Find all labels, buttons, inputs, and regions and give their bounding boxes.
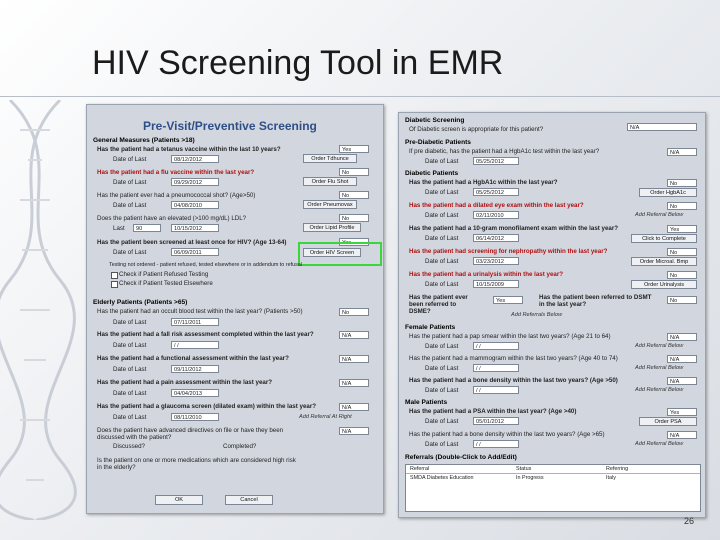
section-referrals: Referrals (Double-Click to Add/Edit) [405, 454, 517, 461]
section-male: Male Patients [405, 399, 448, 406]
page-number: 26 [683, 516, 694, 526]
question-fall-risk: Has the patient had a fall risk assessment completed within the last year? [97, 331, 314, 338]
panel-header: Pre-Visit/Preventive Screening [143, 119, 317, 133]
refused-checkbox[interactable] [111, 272, 118, 279]
label-date-last: Date of Last [425, 441, 459, 448]
hiv-date-field[interactable]: 06/09/2011 [171, 248, 219, 256]
psa-answer[interactable]: Yes [667, 408, 697, 416]
section-diabetic-patients: Diabetic Patients [405, 170, 459, 177]
ldl-answer[interactable]: No [339, 214, 369, 222]
label-date-last: Date of Last [113, 202, 147, 209]
label-date-last: Date of Last [425, 189, 459, 196]
referrals-table[interactable] [405, 464, 701, 512]
order-lipid-button[interactable]: Order Lipid Profile [303, 223, 361, 232]
order-flu-button[interactable]: Order Flu Shot [303, 177, 357, 186]
pneumo-answer[interactable]: No [339, 191, 369, 199]
label-date-last: Date of Last [425, 343, 459, 350]
fall-risk-answer[interactable]: N/A [339, 331, 369, 339]
section-female: Female Patients [405, 324, 456, 331]
question-psa: Has the patient had a PSA within the last year? (Age >40) [409, 408, 577, 415]
label-date-last: Date of Last [425, 258, 459, 265]
bone-density-female-referral-link[interactable]: Add Referral Below [635, 387, 684, 393]
order-urinalysis-button[interactable]: Order Urinalysis [631, 280, 697, 289]
question-urinalysis: Has the patient had a urinalysis within the last year? [409, 271, 564, 278]
question-occult-blood: Has the patient had an occult blood test within the last year? (Patients >50) [97, 308, 303, 315]
refused-label: Check if Patient Refused Testing [119, 271, 209, 278]
pain-answer[interactable]: N/A [339, 379, 369, 387]
pap-answer[interactable]: N/A [667, 333, 697, 341]
label-date-last: Date of Last [113, 319, 147, 326]
slide-title: HIV Screening Tool in EMR [92, 44, 504, 82]
question-dsmt: Has the patient been referred to DSMT in the last year? [539, 294, 652, 308]
question-monofilament: Has the patient had a 10-gram monofilament exam within the last year? [409, 225, 619, 232]
fall-risk-date-field[interactable]: / / [171, 341, 219, 349]
ldl-date-field[interactable]: 10/15/2012 [171, 224, 219, 232]
table-cell[interactable]: SMDA Diabetes Education [410, 475, 474, 481]
hba1c-date-field[interactable]: 05/25/2012 [473, 188, 519, 196]
question-eye-exam: Has the patient had a dilated eye exam within the last year? [409, 202, 584, 209]
question-ldl: Does the patient have an elevated (>100 mg/dL) LDL? [97, 215, 247, 222]
question-prediabetic: If pre diabetic, has the patient had a HgbA1c test within the last year? [409, 148, 600, 155]
title-divider [0, 96, 720, 97]
bone-density-male-referral-link[interactable]: Add Referral Below [635, 441, 684, 447]
hiv-note: Testing not ordered - patient refused, tested elsewhere or in addendum to refusal [109, 262, 302, 268]
bone-density-male-answer[interactable]: N/A [667, 431, 697, 439]
question-hiv: Has the patient been screened at least once for HIV? (Age 13-64) [97, 239, 287, 246]
label-date-last: Date of Last [425, 418, 459, 425]
mammogram-answer[interactable]: N/A [667, 355, 697, 363]
order-hba1c-button[interactable]: Order HgbA1c [639, 188, 697, 197]
label-date-last: Date of Last [113, 249, 147, 256]
nephropathy-answer[interactable]: No [667, 248, 697, 256]
question-pneumo: Has the patient ever had a pneumococcal shot? (Age>50) [97, 192, 256, 199]
occult-blood-answer[interactable]: No [339, 308, 369, 316]
question-nephropathy: Has the patient had screening for nephropathy within the last year? [409, 248, 608, 255]
order-hiv-button[interactable]: Order HIV Screen [303, 248, 361, 257]
order-microalb-button[interactable]: Order Microal. Bmp [631, 257, 697, 266]
label-date-last: Date of Last [425, 158, 459, 165]
label-last: Last [113, 225, 125, 232]
label-date-last: Date of Last [113, 390, 147, 397]
order-psa-button[interactable]: Order PSA [639, 417, 697, 426]
section-prediabetic: Pre-Diabetic Patients [405, 139, 471, 146]
prediabetic-date-field[interactable]: 05/25/2012 [473, 157, 519, 165]
question-mammogram: Has the patient had a mammogram within the last two years? (Age 40 to 74) [409, 355, 618, 362]
label-date-last: Date of Last [425, 365, 459, 372]
column-header[interactable]: Referring [606, 466, 629, 472]
question-high-risk-meds: Is the patient on one or more medications which are considered high risk in the elderly? [97, 457, 296, 471]
hiv-answer[interactable]: Yes [339, 238, 369, 246]
table-cell[interactable]: In Progress [516, 475, 544, 481]
label-date-last: Date of Last [113, 156, 147, 163]
label-date-last: Date of Last [113, 366, 147, 373]
prediabetic-answer[interactable]: N/A [667, 148, 697, 156]
dna-helix-decoration [0, 100, 90, 520]
question-glaucoma: Has the patient had a glaucoma screen (dilated exam) within the last year? [97, 403, 317, 410]
label-date-last: Date of Last [425, 281, 459, 288]
section-general: General Measures (Patients >18) [93, 137, 195, 144]
dsmt-answer[interactable]: No [667, 296, 697, 304]
section-elderly: Elderly Patients (Patients >65) [93, 299, 188, 306]
question-pap: Has the patient had a pap smear within the last two years? (Age 21 to 64) [409, 333, 611, 340]
pap-date-field[interactable]: / / [473, 342, 519, 350]
dsme-referral-link[interactable]: Add Referrals Below [511, 312, 562, 318]
ldl-value-field[interactable]: 90 [133, 224, 161, 232]
nephropathy-date-field[interactable]: 03/23/2012 [473, 257, 519, 265]
question-bone-density-female: Has the patient had a bone density within the last two years? (Age >50) [409, 377, 618, 384]
monofilament-date-field[interactable]: 06/14/2012 [473, 234, 519, 242]
question-tetanus: Has the patient had a tetanus vaccine within the last 10 years? [97, 146, 281, 153]
pap-referral-link[interactable]: Add Referral Below [635, 343, 684, 349]
elsewhere-label: Check if Patient Tested Elsewhere [119, 280, 213, 287]
diabetic-screen-answer[interactable]: N/A [627, 123, 697, 131]
dsme-answer[interactable]: Yes [493, 296, 523, 304]
column-header[interactable]: Status [516, 466, 532, 472]
bone-density-male-date-field[interactable]: / / [473, 440, 519, 448]
eye-exam-date-field[interactable]: 02/11/2010 [473, 211, 519, 219]
question-directives: Does the patient have advanced directives on file or have they been discussed with the patient? [97, 427, 284, 441]
table-cell[interactable]: Italy [606, 475, 616, 481]
diabetic-screening-panel [398, 112, 706, 518]
directives-answer[interactable]: N/A [339, 427, 369, 435]
question-diabetic-screen: Of Diabetic screen is appropriate for this patient? [409, 126, 544, 133]
header-divider [406, 473, 700, 474]
label-date-last: Date of Last [113, 179, 147, 186]
question-dsme: Has the patient ever been referred to DSME? [409, 294, 468, 315]
cancel-button[interactable]: Cancel [225, 495, 273, 505]
functional-date-field[interactable]: 09/11/2012 [171, 365, 219, 373]
monofilament-answer[interactable]: Yes [667, 225, 697, 233]
column-header[interactable]: Referral [410, 466, 430, 472]
flu-answer[interactable]: No [339, 168, 369, 176]
label-date-last: Date of Last [425, 387, 459, 394]
bone-density-female-date-field[interactable]: / / [473, 386, 519, 394]
pneumo-date-field[interactable]: 04/08/2010 [171, 201, 219, 209]
order-pneumo-button[interactable]: Order Pneumovax [303, 200, 357, 209]
label-date-last: Date of Last [113, 342, 147, 349]
add-referral-link[interactable]: Add Referral At Right [299, 414, 352, 420]
bone-density-female-answer[interactable]: N/A [667, 377, 697, 385]
urinalysis-answer[interactable]: No [667, 271, 697, 279]
preventive-screening-panel [86, 104, 384, 514]
question-pain: Has the patient had a pain assessment within the last year? [97, 379, 273, 386]
glaucoma-date-field[interactable]: 08/11/2010 [171, 413, 219, 421]
label-date-last: Date of Last [425, 235, 459, 242]
tetanus-answer[interactable]: Yes [339, 145, 369, 153]
elsewhere-checkbox[interactable] [111, 281, 118, 288]
label-discussed: Discussed? [113, 443, 145, 450]
occult-blood-date-field[interactable]: 07/11/2011 [171, 318, 219, 326]
eye-referral-link[interactable]: Add Referral Below [635, 212, 684, 218]
eye-exam-answer[interactable]: No [667, 202, 697, 210]
complete-monofilament-button[interactable]: Click to Complete [631, 234, 697, 243]
label-date-last: Date of Last [113, 414, 147, 421]
label-completed: Completed? [223, 443, 257, 450]
section-diabetic: Diabetic Screening [405, 117, 465, 124]
ok-button[interactable]: OK [155, 495, 203, 505]
hba1c-answer[interactable]: No [667, 179, 697, 187]
psa-date-field[interactable]: 05/01/2012 [473, 417, 519, 425]
hiv-screen-highlight [298, 242, 382, 266]
urinalysis-date-field[interactable]: 10/15/2009 [473, 280, 519, 288]
mammogram-referral-link[interactable]: Add Referral Below [635, 365, 684, 371]
flu-date-field[interactable]: 09/29/2012 [171, 178, 219, 186]
tetanus-date-field[interactable]: 08/12/2012 [171, 155, 219, 163]
functional-answer[interactable]: N/A [339, 355, 369, 363]
question-hba1c: Has the patient had a HgbA1c within the last year? [409, 179, 558, 186]
label-date-last: Date of Last [425, 212, 459, 219]
question-bone-density-male: Has the patient had a bone density within the last two years? (Age >65) [409, 431, 605, 438]
question-functional: Has the patient had a functional assessment within the last year? [97, 355, 289, 362]
pain-date-field[interactable]: 04/04/2013 [171, 389, 219, 397]
order-tetanus-button[interactable]: Order Tdhunce [303, 154, 357, 163]
question-flu: Has the patient had a flu vaccine within the last year? [97, 169, 255, 176]
glaucoma-answer[interactable]: N/A [339, 403, 369, 411]
mammogram-date-field[interactable]: / / [473, 364, 519, 372]
